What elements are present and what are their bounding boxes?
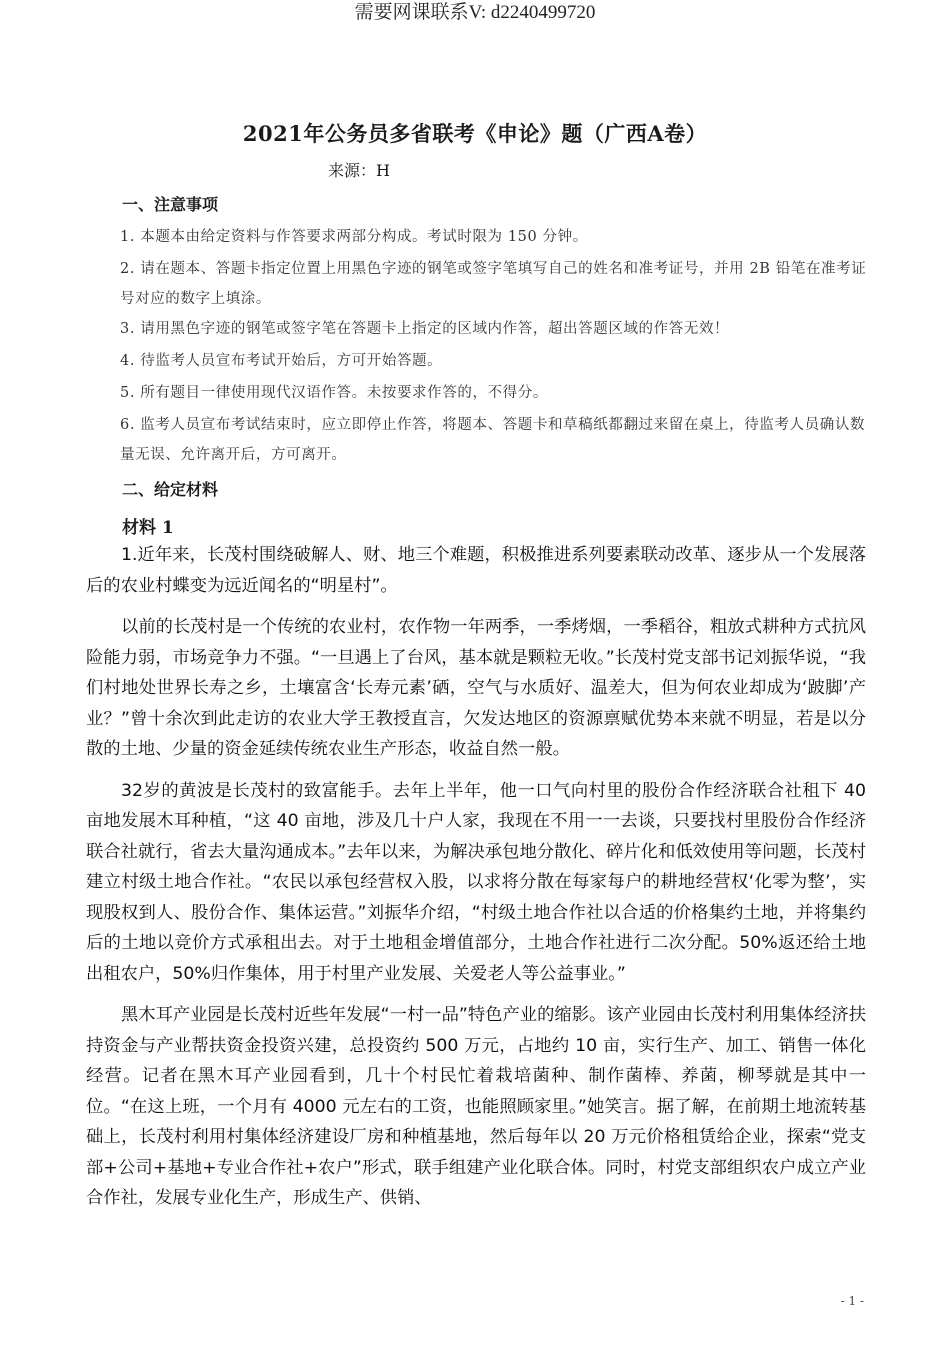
material-paragraph: 以前的长茂村是一个传统的农业村，农作物一年两季，一季烤烟，一季稻谷，粗放式耕种方式抗风险能力弱，市场竞争力不强。“一旦遇上了台风，基本就是颗粒无收。”长茂村党支部书记刘振华说，“我们村地处世界长寿之乡，土壤富含‘长寿元素’硒，空气与水质好、温差大，但为何农业却成为‘跛脚’产业？”曾十余次到此走访的农业大学王教授直言，欠发达地区的资源禀赋优势本来就不明显，若是以分散的土地、少量的资金延续传统农业生产形态，收益自然一般。 xyxy=(86,617,866,759)
material-paragraph: 1.近年来，长茂村围绕破解人、财、地三个难题，积极推进系列要素联动改革、逐步从一个发展落后的农业村蝶变为远近闻名的“明星村”。 xyxy=(86,545,866,596)
notice-list-2 xyxy=(88,254,868,314)
notice-list-5 xyxy=(88,378,868,408)
notice-list xyxy=(88,222,868,252)
document-title: 2021年公务员多省联考《申论》题（广西A卷） xyxy=(242,121,708,146)
notice-item: 2. 请在题本、答题卡指定位置上用黑色字迹的钢笔或签字笔填写自己的姓名和准考证号，并用 2B 铅笔在准考证号对应的数字上填涂。 xyxy=(120,261,867,307)
notice-item: 1. 本题本由给定资料与作答要求两部分构成。考试时限为 150 分钟。 xyxy=(120,229,588,245)
material-body xyxy=(86,540,866,1225)
notice-item: 5. 所有题目一律使用现代汉语作答。未按要求作答的，不得分。 xyxy=(120,385,548,401)
notice-item: 3. 请用黑色字迹的钢笔或签字笔在答题卡上指定的区域内作答，超出答题区域的作答无效！ xyxy=(120,321,730,337)
watermark-text: 需要网课联系V: d2240499720 xyxy=(354,2,596,23)
notice-item: 6. 监考人员宣布考试结束时，应立即停止作答，将题本、答题卡和草稿纸都翻过来留在桌上，待监考人员确认数量无误、允许离开后，方可离开。 xyxy=(120,417,866,463)
notice-list-4 xyxy=(88,346,868,376)
page-number: - 1 - xyxy=(840,1294,864,1308)
section-heading-materials: 二、给定材料 xyxy=(122,480,219,499)
material-title: 材料 1 xyxy=(122,518,174,538)
notice-list-6 xyxy=(88,410,868,470)
source-line: 来源：H xyxy=(328,161,390,180)
material-paragraph: 黑木耳产业园是长茂村近些年发展“一村一品”特色产业的缩影。该产业园由长茂村利用集体经济扶持资金与产业帮扶资金投资兴建，总投资约 500 万元，占地约 10 亩，实行生产、加工、销售一体化经营。记者在黑木耳产业园看到，几十个村民忙着栽培菌种、制作菌棒、养菌，柳琴就是其中一位。“在这上班，一个月有 4000 元左右的工资，也能照顾家里。”她笑言。据了解，在前期土地流转基础上，长茂村利用村集体经济建设厂房和种植基地，然后每年以 20 万元价格租赁给企业，探索“党支部+公司+基地+专业合作社+农户”形式，联手组建产业化联合体。同时，村党支部组织农户成立产业合作社，发展专业化生产，形成生产、供销、 xyxy=(86,1005,866,1208)
notice-item: 4. 待监考人员宣布考试开始后，方可开始答题。 xyxy=(120,353,443,369)
section-heading-notice: 一、注意事项 xyxy=(122,195,219,214)
notice-list-3 xyxy=(88,314,868,344)
material-paragraph: 32岁的黄波是长茂村的致富能手。去年上半年，他一口气向村里的股份合作经济联合社租下 40 亩地发展木耳种植，“这 40 亩地，涉及几十户人家，我现在不用一一去谈，只要找村里股份合作经济联合社就行，省去大量沟通成本。”去年以来，为解决承包地分散化、碎片化和低效使用等问题，长茂村建立村级土地合作社。“农民以承包经营权入股，以求将分散在每家每户的耕地经营权‘化零为整’，实现股权到人、股份合作、集体运营。”刘振华介绍，“村级土地合作社以合适的价格集约土地，并将集约后的土地以竞价方式承租出去。对于土地租金增值部分，土地合作社进行二次分配。50%返还给土地出租农户，50%归作集体，用于村里产业发展、关爱老人等公益事业。” xyxy=(86,780,866,984)
